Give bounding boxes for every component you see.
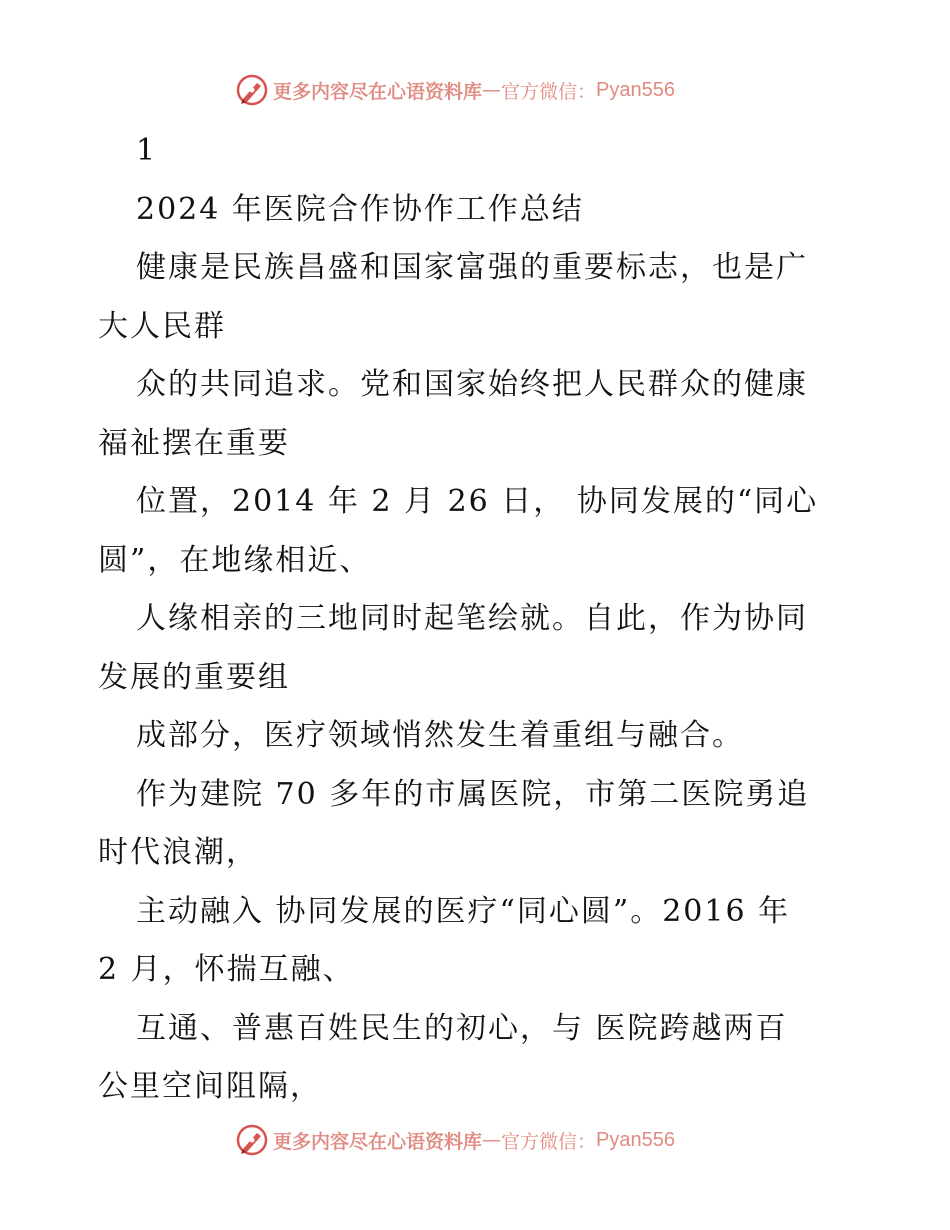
text-line: 2 月，怀揣互融、 — [98, 952, 355, 987]
banner-dash: — — [482, 1129, 502, 1151]
text-line: 人缘相亲的三地同时起笔绘就。自此，作为协同 — [136, 601, 808, 636]
banner-wechat-id: Pyan556 — [596, 1128, 675, 1151]
banner-wechat-label: 官方微信： — [501, 1130, 597, 1153]
pen-logo-icon — [235, 1123, 269, 1157]
page-number: 1 — [136, 133, 158, 168]
text-line: 发展的重要组 — [98, 659, 290, 695]
pen-logo-icon — [235, 73, 269, 107]
banner-text: 更多内容尽在心语资料库 — [273, 80, 483, 103]
text-line: 圆”，在地缘相近、 — [98, 542, 372, 578]
document-body — [98, 122, 858, 1117]
text-line: 时代浪潮， — [98, 835, 258, 870]
body-text — [98, 239, 858, 1117]
text-line: 作为建院 70 多年的市属医院，市第二医院勇追 — [136, 776, 810, 812]
footer-banner — [235, 1122, 675, 1158]
header-banner — [235, 72, 675, 108]
banner-dash: — — [482, 79, 502, 101]
banner-text: 更多内容尽在心语资料库 — [273, 1130, 483, 1153]
text-line: 健康是民族昌盛和国家富强的重要标志，也是广 — [136, 250, 808, 285]
banner-wechat-id: Pyan556 — [596, 78, 675, 101]
document-title: 2024 年医院合作协作工作总结 — [136, 191, 584, 227]
text-line: 互通、普惠百姓民生的初心，与 医院跨越两百 — [136, 1010, 788, 1046]
text-line: 位置，2014 年 2 月 26 日， 协同发展的“同心 — [136, 484, 819, 519]
banner-wechat-label: 官方微信： — [501, 80, 597, 103]
text-line: 众的共同追求。党和国家始终把人民群众的健康 — [136, 367, 808, 402]
text-line: 主动融入 协同发展的医疗“同心圆”。2016 年 — [136, 893, 791, 929]
text-line: 大人民群 — [98, 308, 226, 344]
text-line: 成部分，医疗领域悄然发生着重组与融合。 — [136, 718, 744, 753]
text-line: 福祉摆在重要 — [98, 425, 290, 461]
text-line: 公里空间阻隔， — [98, 1069, 322, 1104]
